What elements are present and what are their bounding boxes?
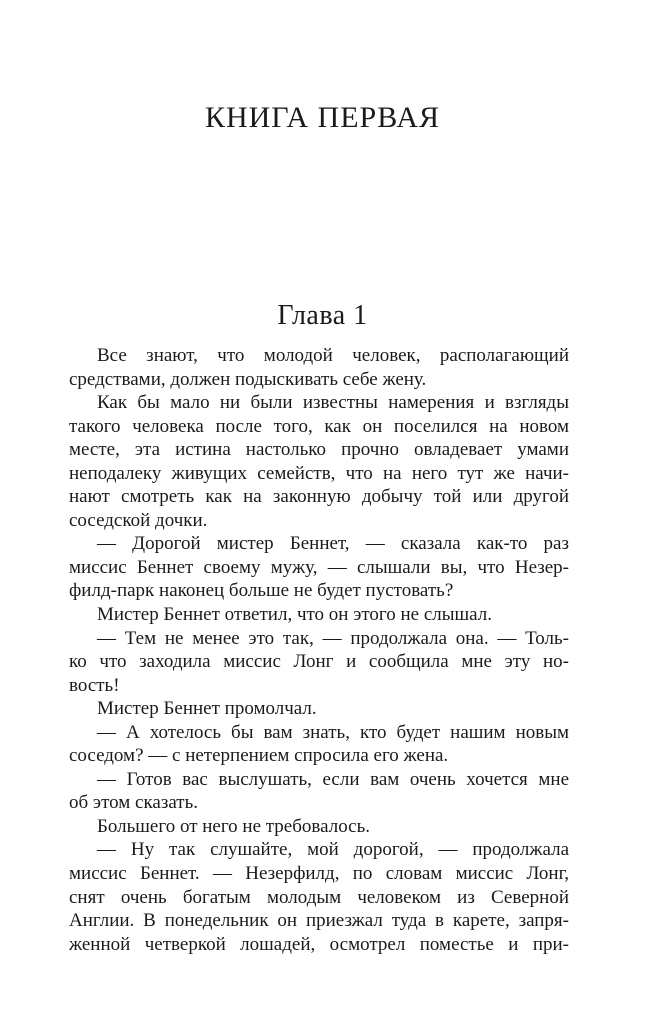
text-line: филд-парк наконец больше не будет пустовать?	[69, 580, 454, 602]
text-line: ко что заходила миссис Лонг и сообщила мне эту но-	[69, 651, 569, 673]
text-line: Мистер Беннет ответил, что он этого не слышал.	[97, 604, 492, 626]
text-line: миссис Беннет. — Незерфилд, по словам миссис Лонг,	[69, 863, 569, 885]
text-line: миссис Беннет своему мужу, — слышали вы, что Незер-	[69, 556, 569, 578]
text-line: — А хотелось бы вам знать, кто будет нашим новым	[97, 721, 569, 743]
text-line: соседской дочки.	[69, 509, 208, 531]
text-line: женной четверкой лошадей, осмотрел поместье и при-	[69, 933, 569, 955]
text-line: — Ну так слушайте, мой дорогой, — продолжала	[97, 839, 569, 861]
text-line: Все знают, что молодой человек, располагающий	[97, 345, 569, 366]
text-line: нают смотреть как на законную добычу той или другой	[69, 486, 569, 508]
text-line: — Дорогой мистер Беннет, — сказала как-то раз	[97, 533, 569, 555]
text-line: вость!	[69, 674, 120, 696]
text-line: Англии. В понедельник он приезжал туда в карете, запря-	[69, 910, 569, 932]
chapter-text	[69, 344, 569, 956]
text-line: месте, эта истина настолько прочно овладевает умами	[69, 439, 569, 461]
chapter-title: Глава 1	[277, 300, 368, 331]
text-line: средствами, должен подыскивать себе жену.	[69, 368, 427, 390]
book-title: КНИГА ПЕРВАЯ	[204, 101, 441, 134]
text-line: Большего от него не требовалось.	[97, 815, 371, 837]
text-line: — Тем не менее это так, — продолжала она. — Толь-	[97, 627, 569, 649]
text-line: об этом сказать.	[69, 792, 199, 814]
text-line: такого человека после того, как он поселился на новом	[69, 415, 569, 437]
text-line: снят очень богатым молодым человеком из Северной	[69, 886, 569, 908]
text-line: соседом? — с нетерпением спросила его жена.	[69, 745, 449, 767]
text-line: Как бы мало ни были известны намерения и взгляды	[97, 392, 569, 414]
text-line: Мистер Беннет промолчал.	[97, 698, 317, 720]
text-line: неподалеку живущих семейств, что на него тут же начи-	[69, 462, 569, 484]
text-line: — Готов вас выслушать, если вам очень хочется мне	[97, 768, 569, 790]
